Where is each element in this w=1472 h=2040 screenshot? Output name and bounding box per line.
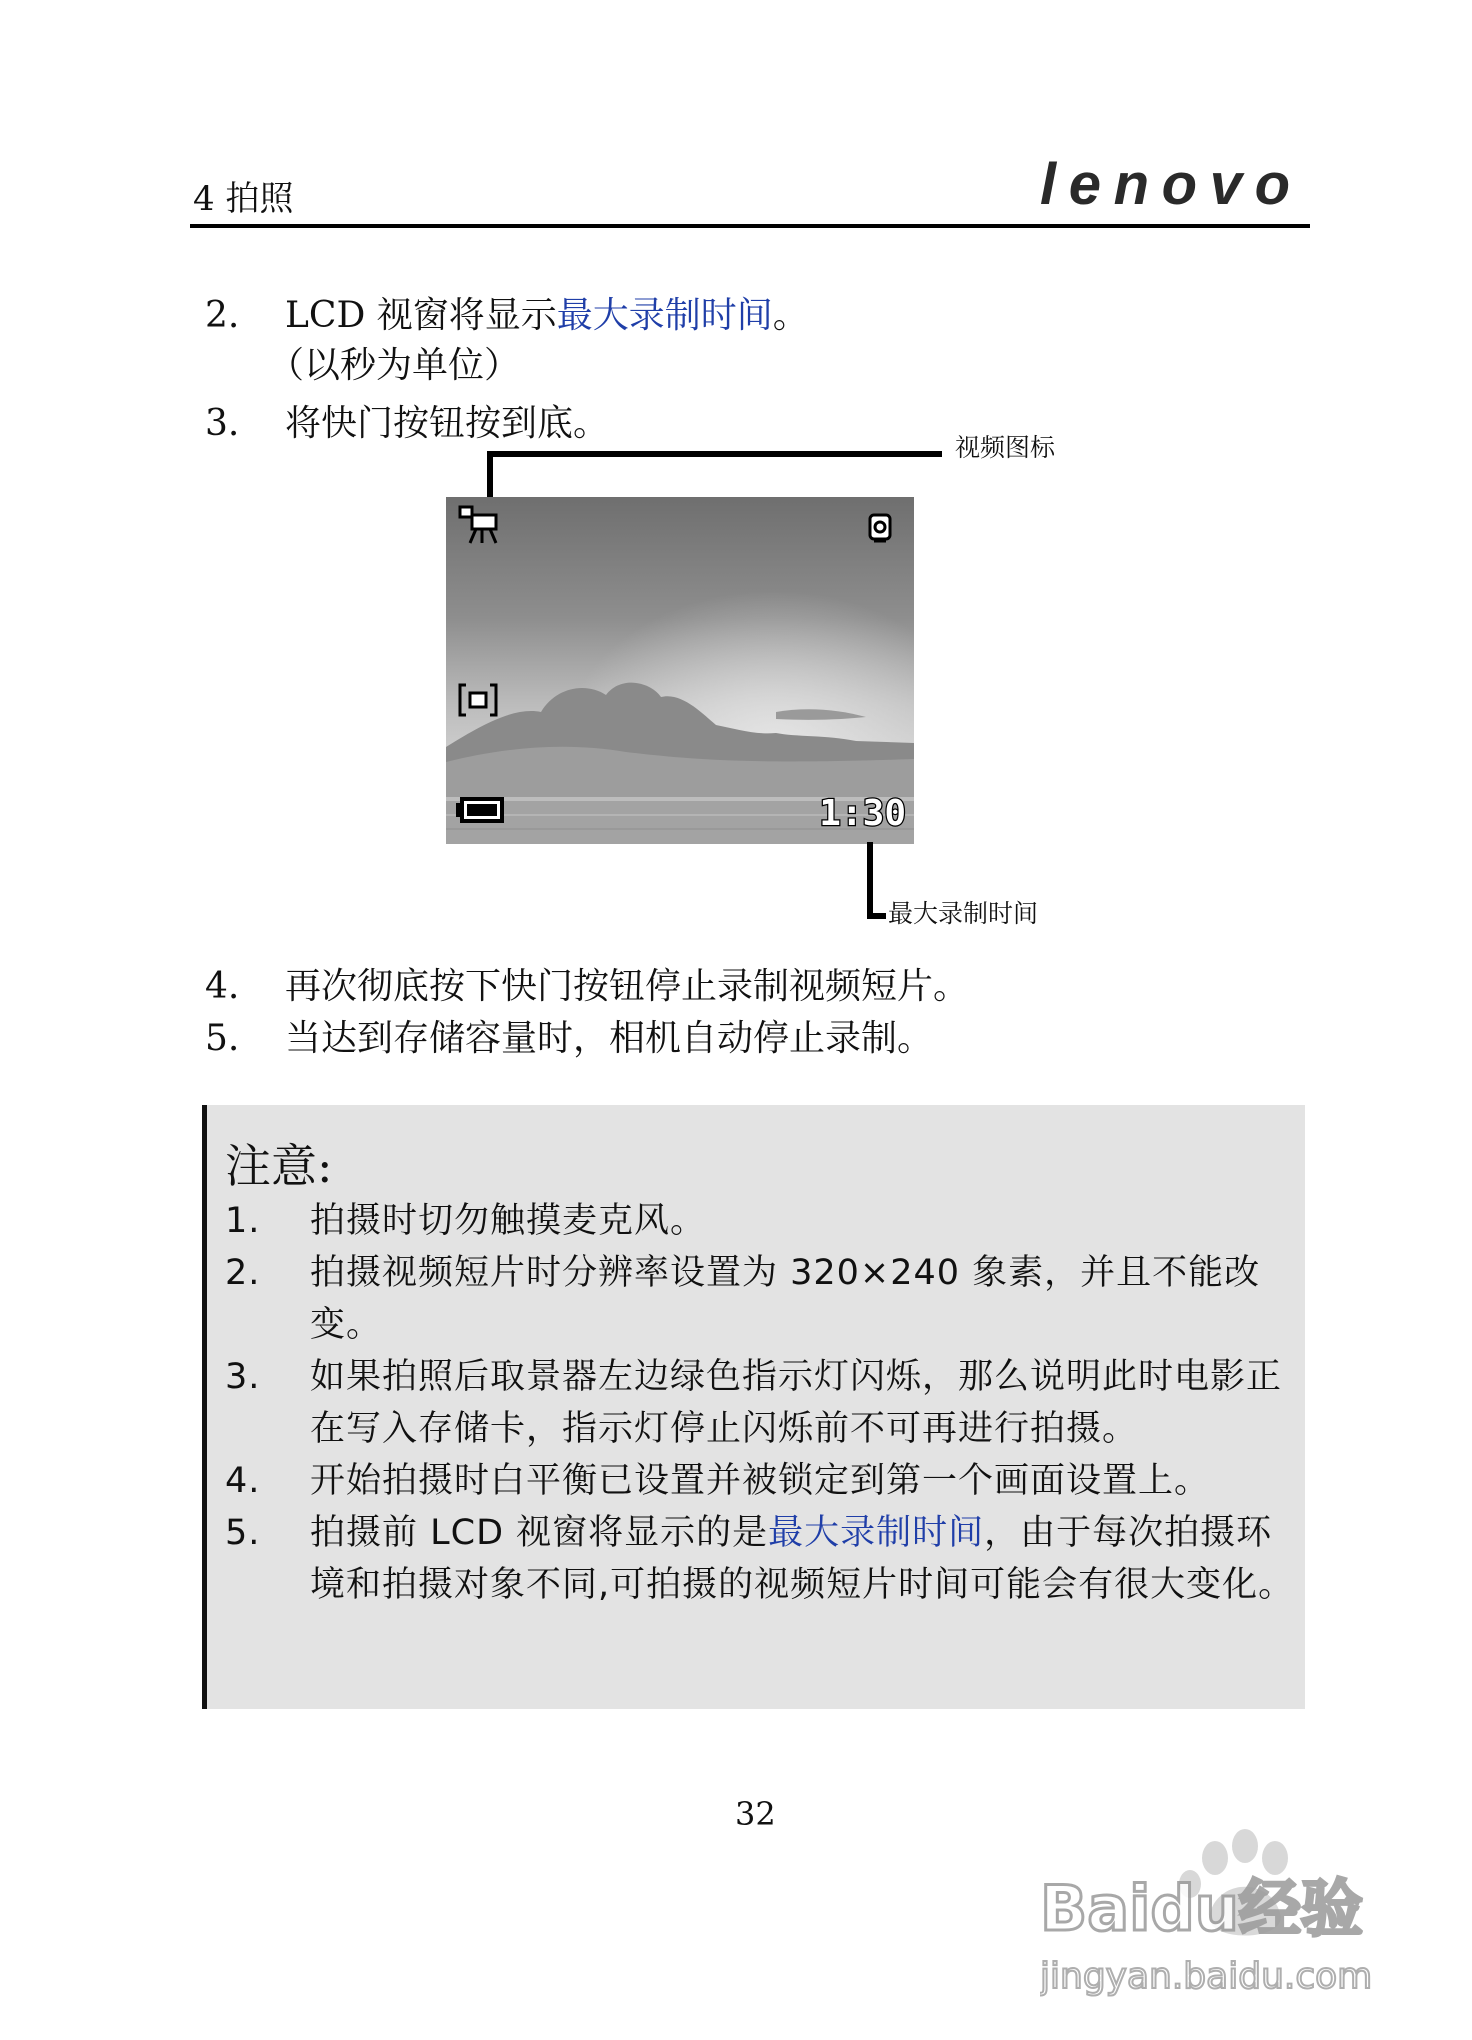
- step-number: 4.: [205, 966, 240, 1007]
- baidu-watermark: [1040, 1818, 1440, 2008]
- step-highlight: 最大录制时间: [556, 295, 773, 336]
- step-5: [205, 1013, 933, 1065]
- step-3: [205, 398, 609, 450]
- note-item-2: 2. 拍摄视频短片时分辨率设置为 320×240 象素，并且不能改变。: [225, 1253, 1261, 1345]
- step-2: 2. LCD 视窗将显示最大录制时间。: [205, 290, 809, 342]
- step-number: 5.: [205, 1018, 240, 1059]
- header-rule: [190, 224, 1310, 228]
- svg-text:lenovo: lenovo: [1040, 158, 1290, 214]
- voice-memo-icon: [870, 515, 890, 541]
- step-number: 2.: [205, 295, 240, 336]
- video-icon-callout-line: [486, 450, 946, 500]
- note-item-4: 4. 开始拍摄时白平衡已设置并被锁定到第一个画面设置上。: [225, 1461, 1211, 1501]
- section-heading: 4 拍照: [193, 179, 294, 219]
- video-icon-callout-label: 视频图标: [955, 433, 1056, 462]
- page-number: 32: [735, 1795, 776, 1833]
- recording-time-readout: 1:30: [819, 793, 906, 834]
- step-2-continuation: （以秒为单位）: [268, 345, 521, 386]
- step-number: 3.: [205, 403, 240, 444]
- step-text: 再次彻底按下快门按钮停止录制视频短片。: [285, 966, 970, 1007]
- step-text: 当达到存储容量时，相机自动停止录制。: [285, 1018, 934, 1059]
- step-text: 将快门按钮按到底。: [285, 403, 610, 444]
- lenovo-logo: [1040, 158, 1302, 214]
- note-item-5: 5. 拍摄前 LCD 视窗将显示的是最大录制时间，由于每次拍摄环境和拍摄对象不同,可拍摄的视频短片时间可能会有很大变化。: [225, 1513, 1295, 1605]
- time-callout-label: 最大录制时间: [888, 899, 1039, 928]
- note-item-1: 1. 拍摄时切勿触摸麦克风。: [225, 1201, 707, 1241]
- svg-text:Baidu经验: Baidu经验: [1040, 1872, 1363, 1945]
- step-4: [205, 961, 969, 1013]
- lcd-preview-screen: [446, 497, 914, 844]
- battery-icon: [456, 797, 504, 823]
- step-text: LCD 视窗将显示: [285, 295, 557, 336]
- note-item-3: 3. 如果拍照后取景器左边绿色指示灯闪烁，那么说明此时电影正在写入存储卡，指示灯停止闪烁前不可再进行拍摄。: [225, 1357, 1283, 1449]
- note-highlight: 最大录制时间: [768, 1513, 985, 1553]
- svg-text:jingyan.baidu.com: jingyan.baidu.com: [1040, 1956, 1373, 1997]
- note-title: 注意:: [225, 1139, 333, 1193]
